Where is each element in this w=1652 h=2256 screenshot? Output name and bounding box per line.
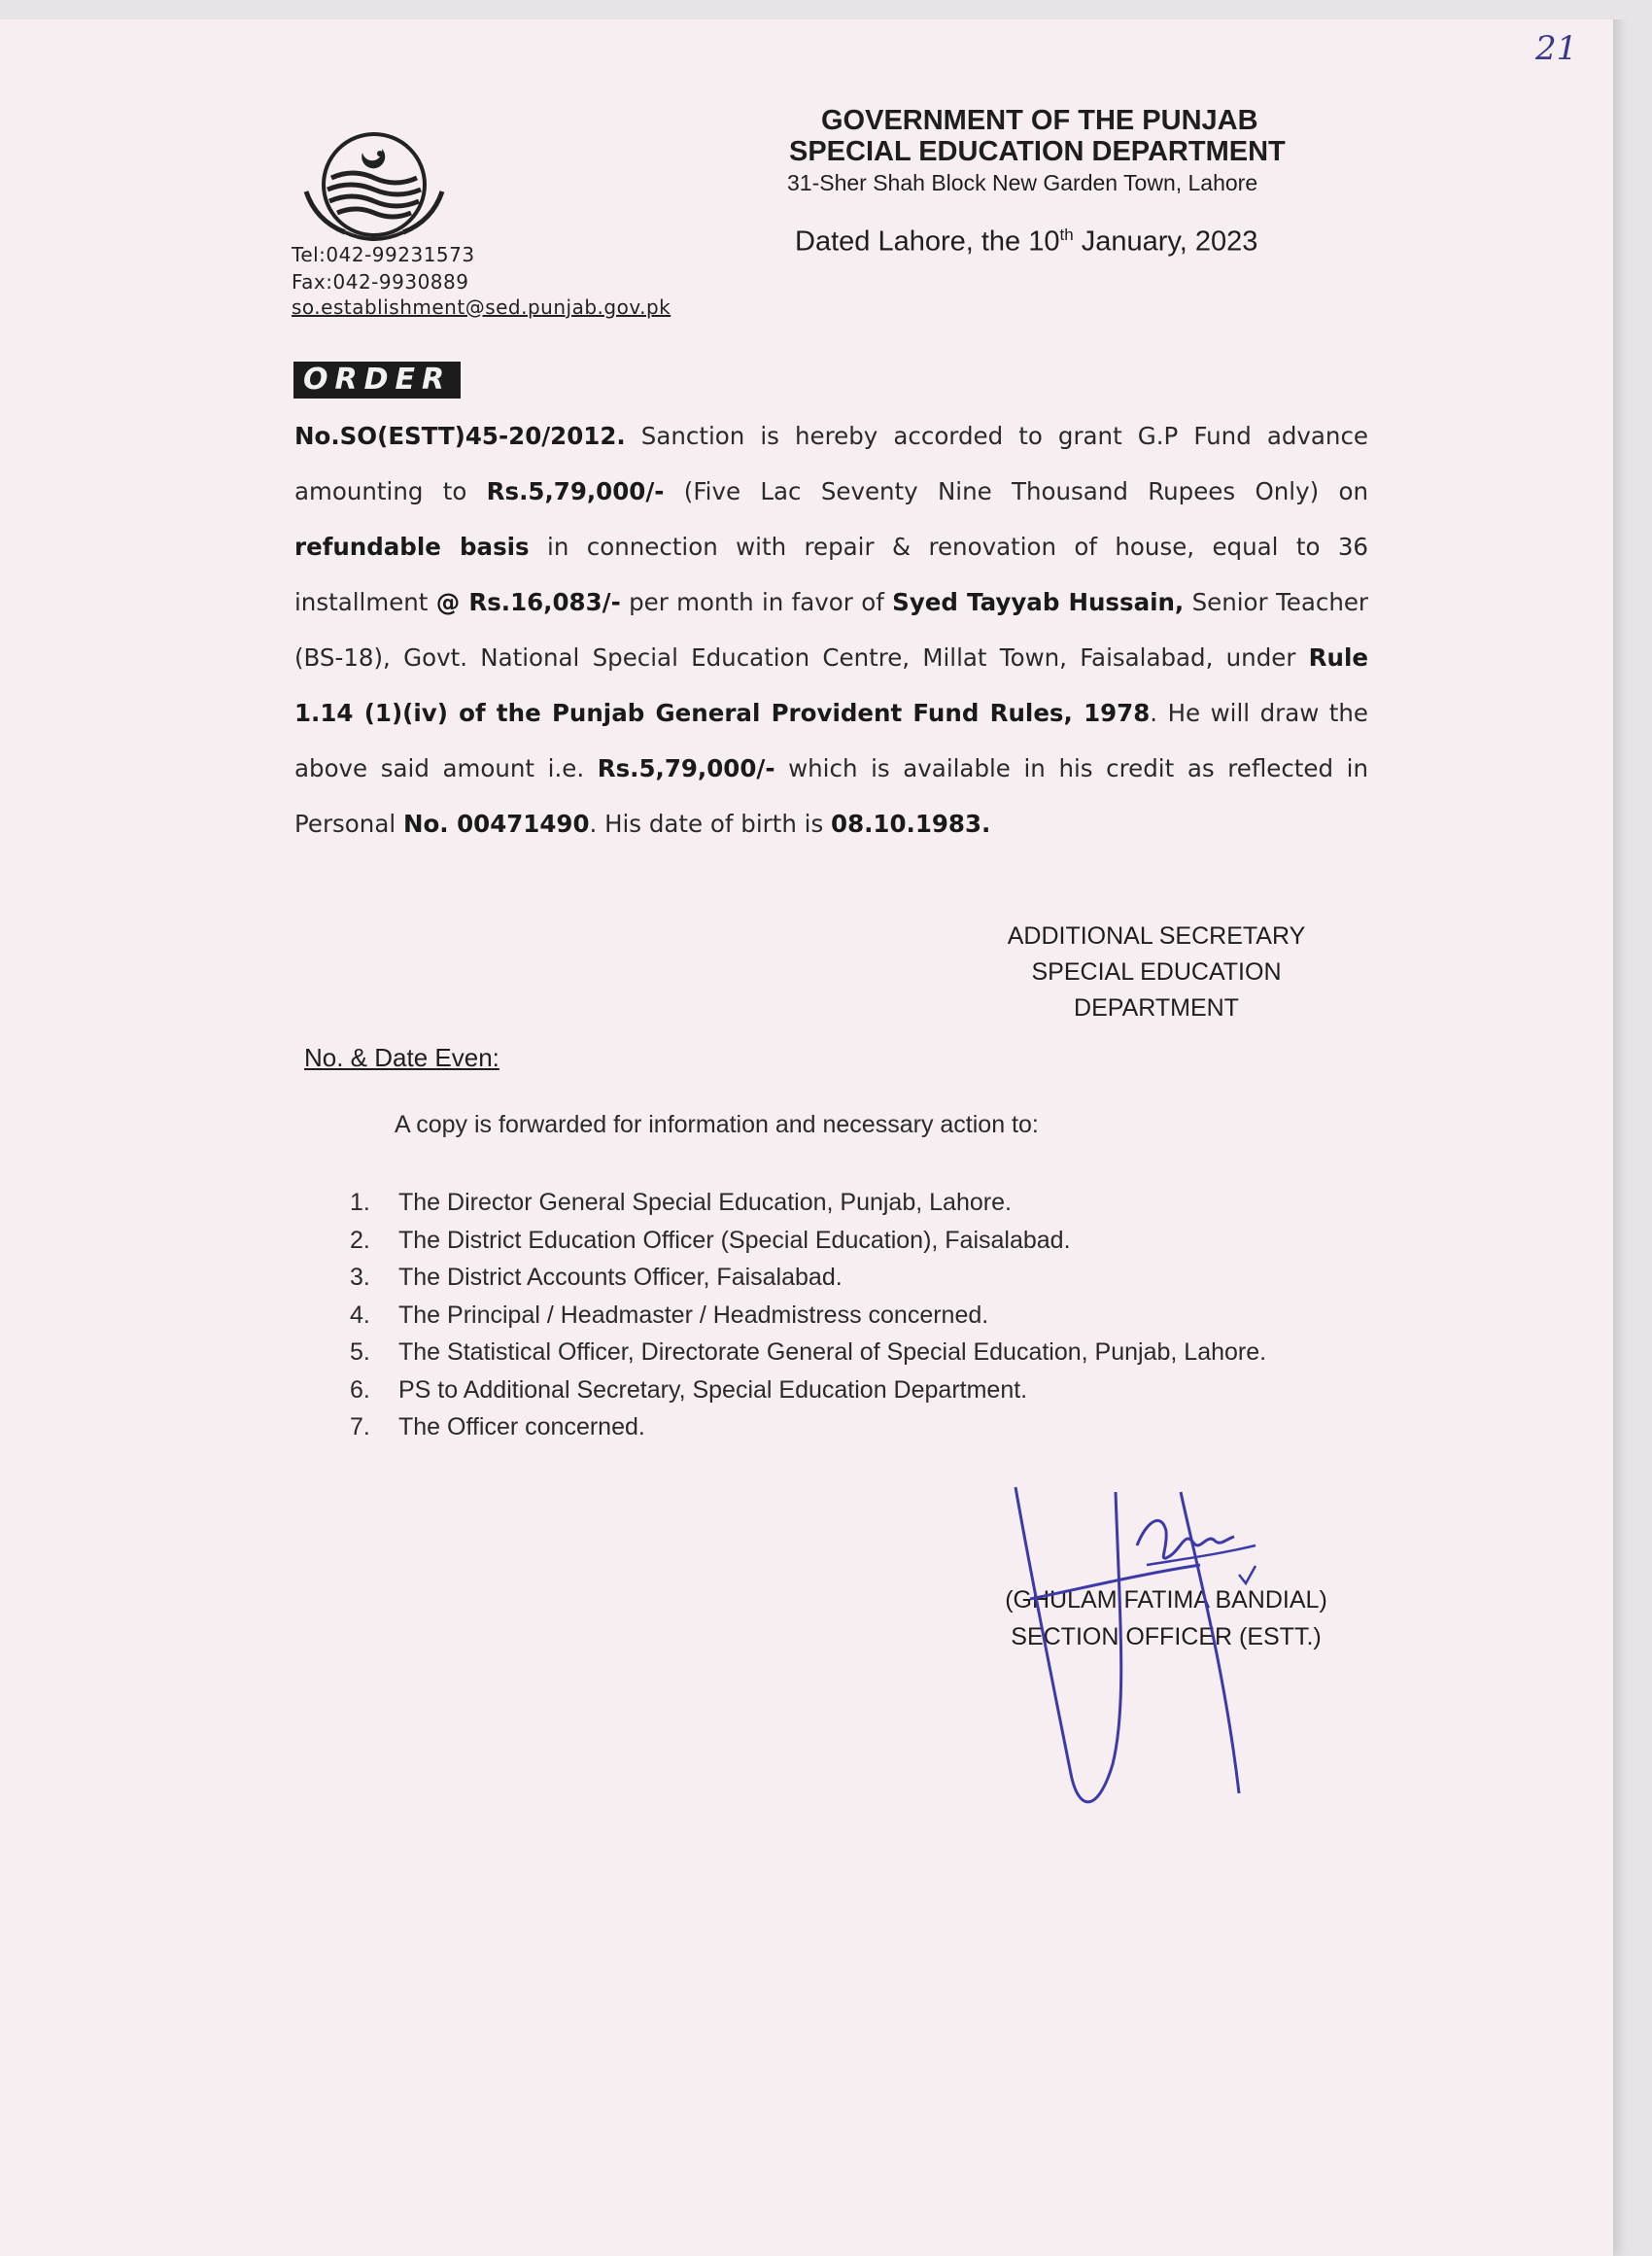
date-superscript: th (1059, 226, 1074, 244)
list-item (350, 1297, 1380, 1335)
department-heading: SPECIAL EDUCATION DEPARTMENT (789, 136, 1286, 167)
list-number: 6. (350, 1375, 370, 1404)
signatory-line-1: ADDITIONAL SECRETARY (1007, 922, 1306, 950)
department-address: 31-Sher Shah Block New Garden Town, Lahore (787, 170, 1258, 195)
signatory-designation (981, 919, 1331, 1026)
sanction-amount: Rs.5,79,000/- (486, 477, 665, 505)
officer-title: SECTION OFFICER (ESTT.) (1011, 1623, 1322, 1650)
rule-reference: Rule 1.14 (1)(iv) of the Punjab General Provident Fund Rules, 1978 (294, 643, 1368, 727)
body-text: Sanction is hereby accorded to grant G.P Fund advance amounting to (294, 422, 1368, 505)
list-item (350, 1184, 1380, 1222)
order-body (294, 408, 1368, 851)
body-text: . He will draw the above said amount i.e. (294, 699, 1368, 782)
list-item (350, 1408, 1380, 1446)
body-text: in connection with repair & renovation of house, equal to 36 installment (294, 533, 1368, 616)
list-text: The Director General Special Education, Punjab, Lahore. (398, 1189, 1012, 1216)
list-text: PS to Additional Secretary, Special Education Department. (398, 1375, 1028, 1404)
list-item (350, 1334, 1380, 1371)
punjab-emblem-logo (296, 121, 452, 248)
list-number: 2. (350, 1226, 370, 1254)
body-text: Senior Teacher (BS-18), Govt. National Special Education Centre, Millat Town, Faisalabad, under (294, 588, 1368, 672)
signatory-line-2: SPECIAL EDUCATION (1031, 958, 1282, 986)
body-text: which is available in his credit as reflected in Personal (294, 754, 1368, 838)
list-text: The Officer concerned. (398, 1413, 645, 1440)
date-prefix: Dated Lahore, the 10 (795, 226, 1060, 258)
handwritten-signature (1001, 1473, 1292, 1822)
forward-text: A copy is forwarded for information and necessary action to: (395, 1111, 1039, 1138)
refund-basis: refundable basis (294, 533, 530, 561)
officer-name: (GHULAM FATIMA BANDIAL) (1005, 1586, 1327, 1614)
no-date-even-label: No. & Date Even: (304, 1043, 499, 1072)
list-item (350, 1371, 1380, 1409)
body-text: per month in favor of (620, 588, 893, 616)
list-item (350, 1222, 1380, 1260)
email-address[interactable]: so.establishment@sed.punjab.gov.pk (292, 295, 671, 319)
list-number: 5. (350, 1338, 370, 1366)
personal-number: No. 00471490 (402, 810, 590, 838)
installment-amount: @ Rs.16,083/- (435, 588, 621, 616)
list-text: The District Accounts Officer, Faisalabad. (398, 1264, 843, 1291)
page-top-edge (0, 0, 1652, 19)
body-text: . His date of birth is (589, 810, 832, 838)
employee-name: Syed Tayyab Hussain, (892, 588, 1185, 616)
draw-amount: Rs.5,79,000/- (597, 754, 775, 782)
list-text: The Statistical Officer, Directorate General of Special Education, Punjab, Lahore. (398, 1338, 1267, 1366)
order-number: No.SO(ESTT)45-20/2012. (294, 422, 626, 450)
list-number: 7. (350, 1413, 370, 1440)
date-suffix: January, 2023 (1073, 226, 1258, 258)
list-number: 3. (350, 1264, 370, 1291)
body-text: (Five Lac Seventy Nine Thousand Rupees Only) on (664, 477, 1368, 505)
order-title: ORDER (293, 362, 461, 399)
dated-line (795, 226, 1257, 259)
list-number: 1. (350, 1189, 370, 1216)
page-number: 21 (1535, 29, 1578, 68)
date-of-birth: 08.10.1983. (831, 810, 991, 838)
signatory-line-3: DEPARTMENT (1074, 994, 1239, 1022)
copy-recipient-list (350, 1184, 1380, 1446)
list-item (350, 1259, 1380, 1297)
list-number: 4. (350, 1301, 370, 1329)
fax-number: Fax:042-9930889 (292, 270, 469, 294)
list-text: The Principal / Headmaster / Headmistress concerned. (398, 1301, 989, 1329)
government-heading: GOVERNMENT OF THE PUNJAB (821, 105, 1258, 136)
list-text: The District Education Officer (Special Education), Faisalabad. (398, 1226, 1071, 1254)
telephone-number: Tel:042-99231573 (292, 243, 475, 266)
